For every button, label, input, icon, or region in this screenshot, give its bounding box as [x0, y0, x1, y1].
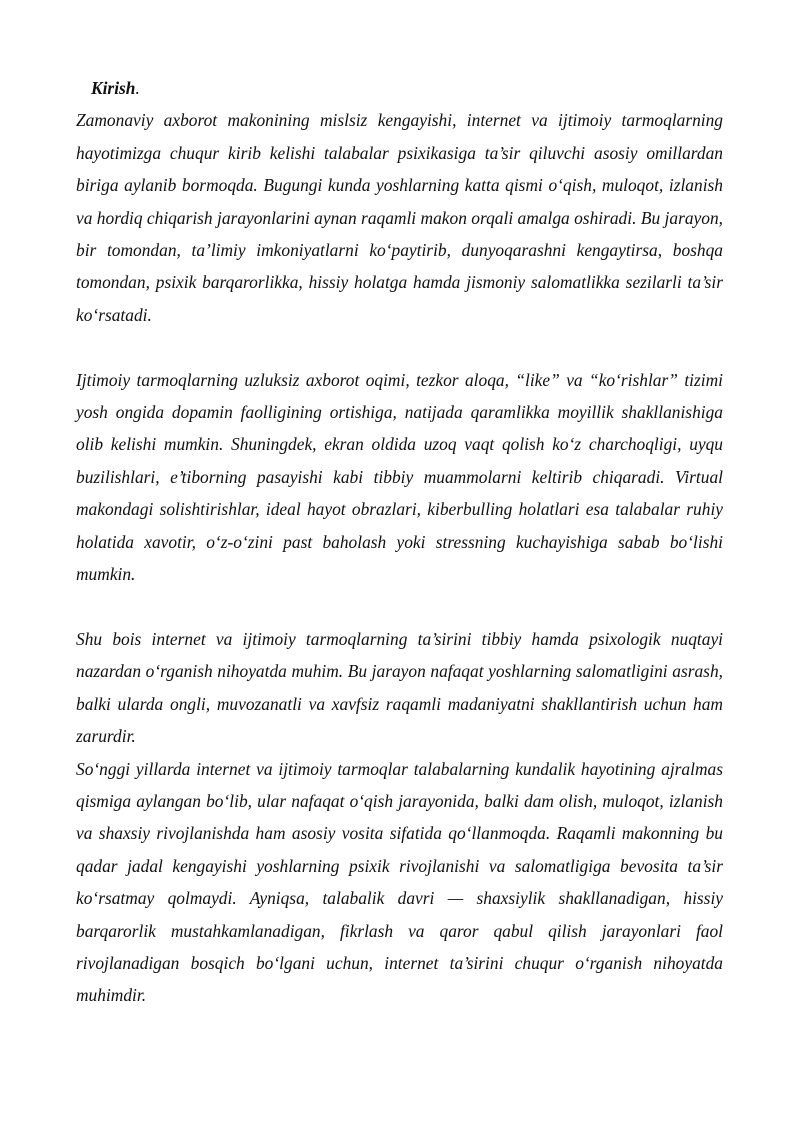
paragraph-gap	[76, 331, 723, 363]
paragraph-2: Ijtimoiy tarmoqlarning uzluksiz axborot oqimi, tezkor aloqa, “like” va “ko‘rishlar” tizimi yosh ongida dopamin faolligining ortishiga, natijada qaramlikka moyillik shakllanishiga olib kelishi mumkin. Shuningdek, ekran oldida uzoq vaqt qolish ko‘z charchoqligi, uyqu buzilishlari, e’tiborning pasayishi kabi tibbiy muammolarni keltirib chiqaradi. Virtual makondagi solishtirishlar, ideal hayot obrazlari, kiberbulling holatlari esa talabalar ruhiy holatida xavotir, o‘z-o‘zini past baholash yoki stressning kuchayishiga sabab bo‘lishi mumkin.	[76, 369, 723, 585]
paragraph-4: So‘nggi yillarda internet va ijtimoiy tarmoqlar talabalarning kundalik hayotining ajralmas qismiga aylangan bo‘lib, ular nafaqat o‘qish jarayonida, balki dam olish, muloqot, izlanish va shaxsiy rivojlanishda ham asosiy vosita sifatida qo‘llanmoqda. Raqamli makonning bu qadar jadal kengayishi yoshlarning psixik rivojlanishi va salomatligiga bevosita ta’sir ko‘rsatmay qolmaydi. Ayniqsa, talabalik davri — shaxsiylik shakllanadigan, hissiy barqarorlik mustahkamlanadigan, fikrlash va qaror qabul qilish jarayonlari faol rivojlanadigan bosqich bo‘lgani uchun, internet ta’sirini chuqur o‘rganish nihoyatda muhimdir.	[76, 758, 723, 1006]
section-heading-suffix: .	[135, 78, 140, 98]
section-heading	[91, 72, 723, 104]
paragraph-3: Shu bois internet va ijtimoiy tarmoqlarning ta’sirini tibbiy hamda psixologik nuqtayi nazardan o‘rganish nihoyatda muhim. Bu jarayon nafaqat yoshlarning salomatligini asrash, balki ularda ongli, muvozanatli va xavfsiz raqamli madaniyatni shakllantirish uchun ham zarurdir.	[76, 628, 723, 747]
document-page	[76, 72, 723, 1012]
section-heading-title: Kirish	[91, 78, 136, 98]
paragraph-gap	[76, 590, 723, 622]
paragraph-1: Zamonaviy axborot makonining mislsiz kengayishi, internet va ijtimoiy tarmoqlarning hayotimizga chuqur kirib kelishi talabalar psixikasiga ta’sir qiluvchi asosiy omillardan biriga aylanib bormoqda. Bugungi kunda yoshlarning katta qismi o‘qish, muloqot, izlanish va hordiq chiqarish jarayonlarini aynan raqamli makon orqali amalga oshiradi. Bu jarayon, bir tomondan, ta’limiy imkoniyatlarni ko‘paytirib, dunyoqarashni kengaytirsa, boshqa tomondan, psixik barqarorlikka, hissiy holatga hamda jismoniy salomatlikka sezilarli ta’sir ko‘rsatadi.	[76, 110, 723, 325]
